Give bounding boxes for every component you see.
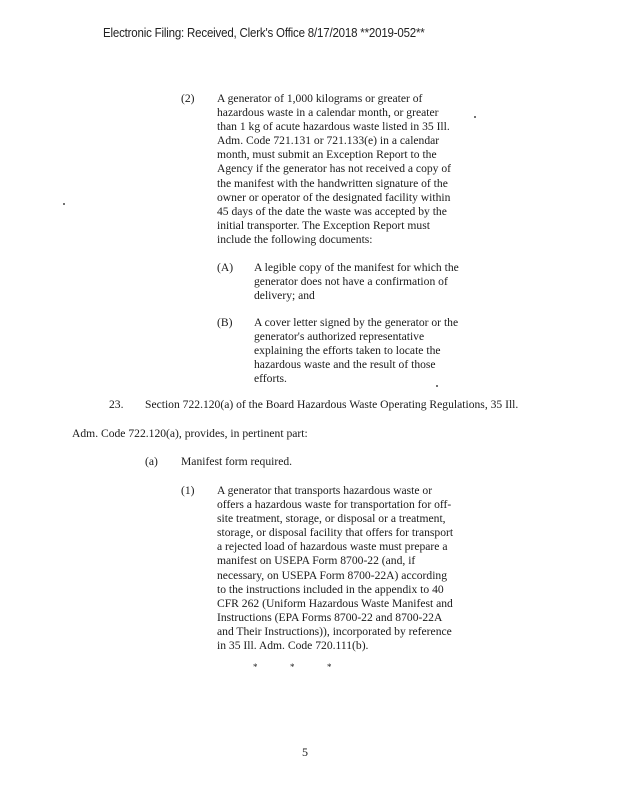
page-number: 5: [302, 745, 308, 759]
asterisk: *: [253, 662, 258, 672]
item-1-line: manifest on USEPA Form 8700-22 (and, if: [217, 554, 416, 568]
item-1-line: CFR 262 (Uniform Hazardous Waste Manifest and: [217, 596, 453, 610]
item-2-text: [217, 92, 487, 247]
item-a-line: A legible copy of the manifest for which the: [254, 261, 459, 274]
paragraph-23-line1: Section 722.120(a) of the Board Hazardous Waste Operating Regulations, 35 Ill.: [145, 398, 519, 411]
item-1-line: A generator that transports hazardous waste or: [217, 484, 433, 497]
item-1-line: necessary, on USEPA Form 8700-22A) according: [217, 568, 448, 582]
item-1-line: in 35 Ill. Adm. Code 720.111(b).: [217, 639, 369, 653]
item-b-line: explaining the efforts taken to locate the: [254, 344, 441, 358]
item-1-line: site treatment, storage, or disposal or a treatment,: [217, 512, 446, 526]
paragraph-23-line2: Adm. Code 722.120(a), provides, in pertinent part:: [72, 427, 308, 440]
item-1-line: offers a hazardous waste for transportation for off-: [217, 498, 452, 512]
item-b-line: efforts.: [254, 372, 287, 386]
item-b-label: (B): [217, 316, 233, 329]
item-2-line: the manifest with the handwritten signature of the: [217, 176, 448, 190]
item-b-line: A cover letter signed by the generator or the: [254, 316, 459, 329]
item-1-text: [217, 484, 487, 653]
asterisk: *: [327, 662, 332, 672]
item-a-label: (A): [217, 261, 234, 274]
item-1-label: (1): [181, 484, 195, 497]
item-2-line: owner or operator of the designated facility within: [217, 190, 451, 204]
item-1-line: Instructions (EPA Forms 8700-22 and 8700-22A: [217, 610, 443, 624]
item-b-line: generator's authorized representative: [254, 330, 425, 344]
item-a-line: generator does not have a confirmation of: [254, 275, 448, 289]
item-a-line: delivery; and: [254, 289, 315, 303]
item-a-text: [254, 261, 484, 303]
item-2-label: (2): [181, 92, 195, 105]
item-1-line: storage, or disposal facility that offers for transport: [217, 526, 454, 540]
scan-speck: [474, 116, 476, 118]
item-1-line: to the instructions included in the appendix to 40: [217, 582, 444, 596]
item-b-line: hazardous waste and the result of those: [254, 358, 436, 372]
paragraph-23-number: 23.: [109, 398, 124, 411]
item-1-line: and Their Instructions)), incorporated by reference: [217, 624, 452, 638]
asterisk: *: [290, 662, 295, 672]
item-a-lower-label: (a): [145, 455, 158, 468]
item-2-line: Agency if the generator has not received a copy of: [217, 162, 452, 176]
item-a-lower-text: Manifest form required.: [181, 455, 293, 468]
scan-speck: [63, 203, 65, 205]
item-1-line: a rejected load of hazardous waste must prepare a: [217, 540, 448, 554]
item-2-line: initial transporter. The Exception Report must: [217, 218, 430, 232]
item-b-text: [254, 316, 484, 386]
item-2-line: hazardous waste in a calendar month, or greater: [217, 106, 439, 120]
filing-header: Electronic Filing: Received, Clerk's Office 8/17/2018 **2019-052**: [103, 26, 425, 40]
item-2-line: 45 days of the date the waste was accepted by the: [217, 204, 447, 218]
item-2-line: include the following documents:: [217, 232, 373, 246]
item-2-line: Adm. Code 721.131 or 721.133(e) in a calendar: [217, 134, 440, 148]
item-2-line: than 1 kg of acute hazardous waste listed in 35 Ill.: [217, 120, 450, 134]
omission-asterisks: [253, 662, 364, 672]
item-2-line: A generator of 1,000 kilograms or greater of: [217, 92, 423, 105]
item-2-line: month, must submit an Exception Report to the: [217, 148, 437, 162]
scan-speck: [436, 385, 438, 387]
